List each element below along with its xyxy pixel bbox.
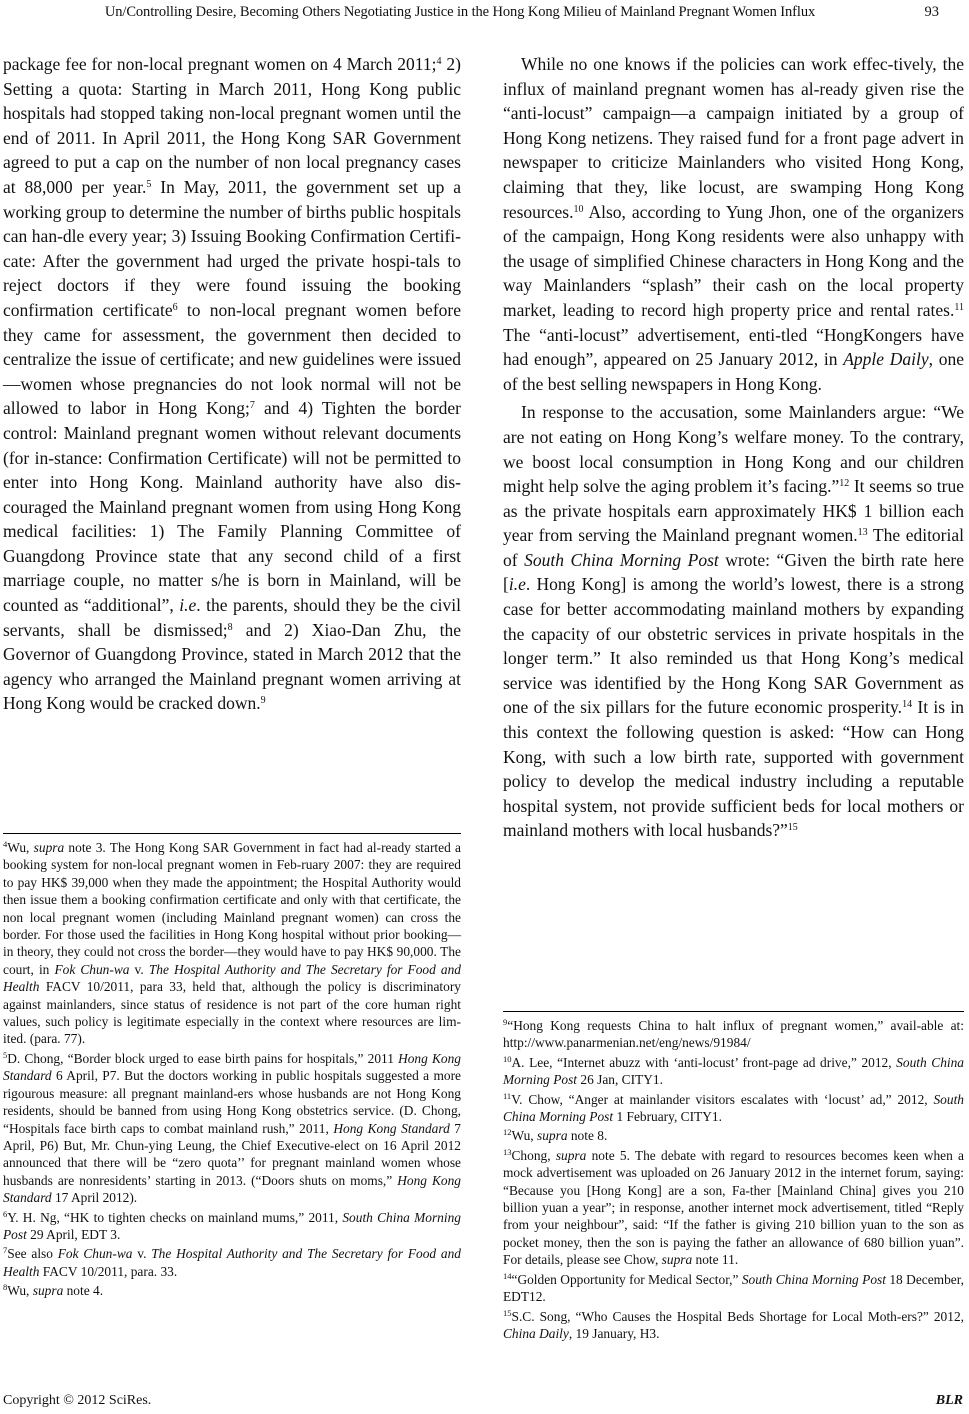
footnote-9: $^9$“Hong Kong requests China to halt influx of pregnant women,” avail-able at: http://www.panarmenian.net/eng/news/91984/: [503, 1017, 964, 1051]
running-title: Un/Controlling Desire, Becoming Others Negotiating Justice in the Hong Kong Milieu of Mainland Pregnant Women Influx: [104, 4, 816, 20]
body-paragraph: In response to the accusation, some Mainlanders argue: “We are not eating on Hong Kong’s welfare money. To the contrary, we boost local consumption in Hong Kong and our children might help solve the aging problem it’s facing.”$^{12}$ It seems so true as the private hospitals earn approximately HK$ 1 billion each year from serving the Mainland pregnant women.$^{13}$ The editorial of South China Morning Post wrote: “Given the birth rate here [i.e. Hong Kong] is among the world’s lowest, there is a strong case for better accommodating mainland mothers by expanding the capacity of our obstetric services in private hospitals in the longer term.” It also reminded us that Hong Kong’s medical service was identified by the Hong Kong SAR Government as one of the six pillars for the future economic prosperity.$^{14}$ It is in this context the following question is asked: “How can Hong Kong, with such a low birth rate, supported with government policy to develop the medical industry including a reputable hospital system, not provide sufficient beds for local mothers or mainland mothers with local husbands?”$^{15}$: [503, 402, 965, 841]
footnote-ref[interactable]: 15: [787, 822, 798, 834]
copyright-notice: Copyright © 2012 SciRes.: [3, 1393, 152, 1408]
footnote-ref[interactable]: 14: [902, 699, 913, 711]
footnote-6: $^6$Y. H. Ng, “HK to tighten checks on mainland mums,” 2011, South China Morning Post 29 April, EDT 3.: [3, 1208, 461, 1242]
footnote-ref[interactable]: 5: [146, 178, 152, 190]
footnote-4: $^4$Wu, supra note 3. The Hong Kong SAR Government in fact had al-ready started a booking system for non-local pregnant women in Feb-ruary 2007: they are required to pay HK$ 39,000 when they made the appointment; the Hospital Authority would then issue them a booking confirmation certificate and only with that certificate, the non local pregnant women (including Mainland pregnant women) can cross the border. For those used the facilities in Hong Kong hospital without prior booking—in theory, they could not cross the border—they would have to pay HK$ 90,000. The court, in Fok Chun-wa v. The Hospital Authority and The Secretary for Food and Health FACV 10/2011, para 33, held that, although the policy is discriminatory against mainlanders, since status of residence is not part of the core human right values, such policy is legitimate especially in the context where resources are lim-ited. (para. 77).: [3, 839, 461, 1047]
journal-abbrev: BLR: [935, 1393, 963, 1408]
footnote-13: $^{13}$Chong, supra note 5. The debate with regard to resources becomes keen when a mock advertisement was uploaded on 26 January 2012 in the internet forum, saying: “Because you [Hong Kong] are a son, Fa-ther [Mainland China] gives you 210 billion yuan a year”; in response, another internet mock advertisement, titled “Reply from your neighbour”, said: “If the father is giving 210 billion yuan to the son as pocket money, then the son is paying the father an allowance of 680 billion yuan”. For details, please see Chow, supra note 11.: [503, 1146, 964, 1268]
left-footnotes: [3, 833, 461, 1302]
footnote-ref[interactable]: 11: [954, 301, 964, 313]
footnote-ref[interactable]: 12: [839, 478, 850, 490]
footnote-ref[interactable]: 9: [260, 695, 266, 707]
left-column: [3, 52, 461, 716]
footnote-10: $^{10}$A. Lee, “Internet abuzz with ‘anti-locust’ front-page ad drive,” 2012, South China Morning Post 26 Jan, CITY1.: [503, 1053, 964, 1088]
body-paragraph: While no one knows if the policies can work effec-tively, the influx of mainland pregnant women has al-ready given rise the “anti-locust” campaign—a campaign initiated by a group of Hong Kong netizens. They raised fund for a front page advert in newspaper to criticize Mainlanders who visited Hong Kong, claiming that they, like locust, are swamping Hong Kong resources.$^{10}$ Also, according to Yung Jhon, one of the organizers of the campaign, Hong Kong residents were also unhappy with the usage of simplified Chinese characters in Hong Kong and the way Mainlanders “splash” their cash on the local property market, leading to record high property price and rental rates.$^{11}$ The “anti-locust” advertisement, enti-tled “HongKongers have had enough”, appeared on 25 January 2012, in Apple Daily, one of the best selling newspapers in Hong Kong.: [503, 54, 964, 394]
footnote-11: $^{11}$V. Chow, “Anger at mainlander visitors escalates with ‘locust’ ad,” 2012, South China Morning Post 1 February, CITY1.: [503, 1090, 964, 1125]
footnote-5: $^5$D. Chong, “Border block urged to ease birth pains for hospitals,” 2011 Hong Kong Standard 6 April, P7. But the doctors working in public hospitals suggested a more rigourous measure: all pregnant mainland-ers whose husbands are not Hong Kong residents, should be banned from using Hong Kong obstetrics service. (D. Chong, “Hospitals face birth caps to combat mainland rush,” 2011, Hong Kong Standard 7 April, P6) But, Mr. Chun-ying Leung, the Chief Executive-elect on 16 April 2012 announced that there will be “zero quota’’ for pregnant mainland women whose husbands are nonresidents’ starting in 2013. (“Doors shuts on moms,” Hong Kong Standard 17 April 2012).: [3, 1049, 462, 1206]
footnote-ref[interactable]: 10: [573, 203, 584, 215]
footnote-ref[interactable]: 4: [436, 56, 442, 67]
footnote-ref[interactable]: 8: [227, 621, 233, 633]
footnote-divider: [3, 833, 461, 834]
running-header: [0, 0, 969, 26]
body-paragraph: package fee for non-local pregnant women on 4 March 2011;$^4$ 2) Setting a quota: Starting in March 2011, Hong Kong public hospitals had stopped taking non-local pregnant women until the end of 2011. In April 2011, the Hong Kong SAR Government agreed to put a cap on the number of non local pregnancy cases at 88,000 per year.$^5$ In May, 2011, the government set up a working group to determine the number of births public hospitals can han-dle every year; 3) Issuing Booking Confirmation Certifi-cate: After the government had urged the private hospi-tals to reject doctors if they were found issuing the booking confirmation certificate$^6$ to non-local pregnant women before they came for assessment, the government then decided to centralize the issue of certificate; and new guidelines were issued—women whose pregnancies do not look normal will not be allowed to labor in Hong Kong;$^7$ and 4) Tighten the border control: Mainland pregnant women without relevant documents (for in-stance: Confirmation Certificate) will not be permitted to enter into Hong Kong. Mainland authority have also dis-couraged the Mainland pregnant women from using Hong Kong medical facilities: 1) The Family Planning Committee of Guangdong Province state that any second child of a first marriage couple, no matter s/he is born in Mainland, will be counted as “additional”, i.e. the parents, should they be the civil servants, shall be dismissed;$^8$ and 2) Xiao-Dan Zhu, the Governor of Guangdong Province, stated in March 2012 that the agency who arranged the Mainland pregnant women arriving at Hong Kong would be cracked down.$^9$: [3, 54, 462, 714]
footnote-14: $^{14}$“Golden Opportunity for Medical Sector,” South China Morning Post 18 December, EDT12.: [503, 1270, 964, 1305]
footnote-8: $^8$Wu, supra note 4.: [3, 1282, 104, 1299]
footnote-ref[interactable]: 6: [172, 301, 178, 313]
right-column: [503, 52, 964, 843]
footnote-divider: [503, 1011, 964, 1012]
page-number: 93: [924, 4, 939, 20]
footnote-ref[interactable]: 13: [857, 527, 868, 539]
footnote-7: $^7$See also Fok Chun-wa v. The Hospital Authority and The Secretary for Food and Health FACV 10/2011, para. 33.: [3, 1245, 461, 1279]
footnote-15: $^{15}$S.C. Song, “Who Causes the Hospital Beds Shortage for Local Moth-ers?” 2012, China Daily, 19 January, H3.: [503, 1307, 964, 1341]
right-footnotes: [503, 1011, 964, 1344]
footnote-ref[interactable]: 7: [249, 400, 255, 412]
footnote-12: $^{12}$Wu, supra note 8.: [503, 1127, 608, 1144]
